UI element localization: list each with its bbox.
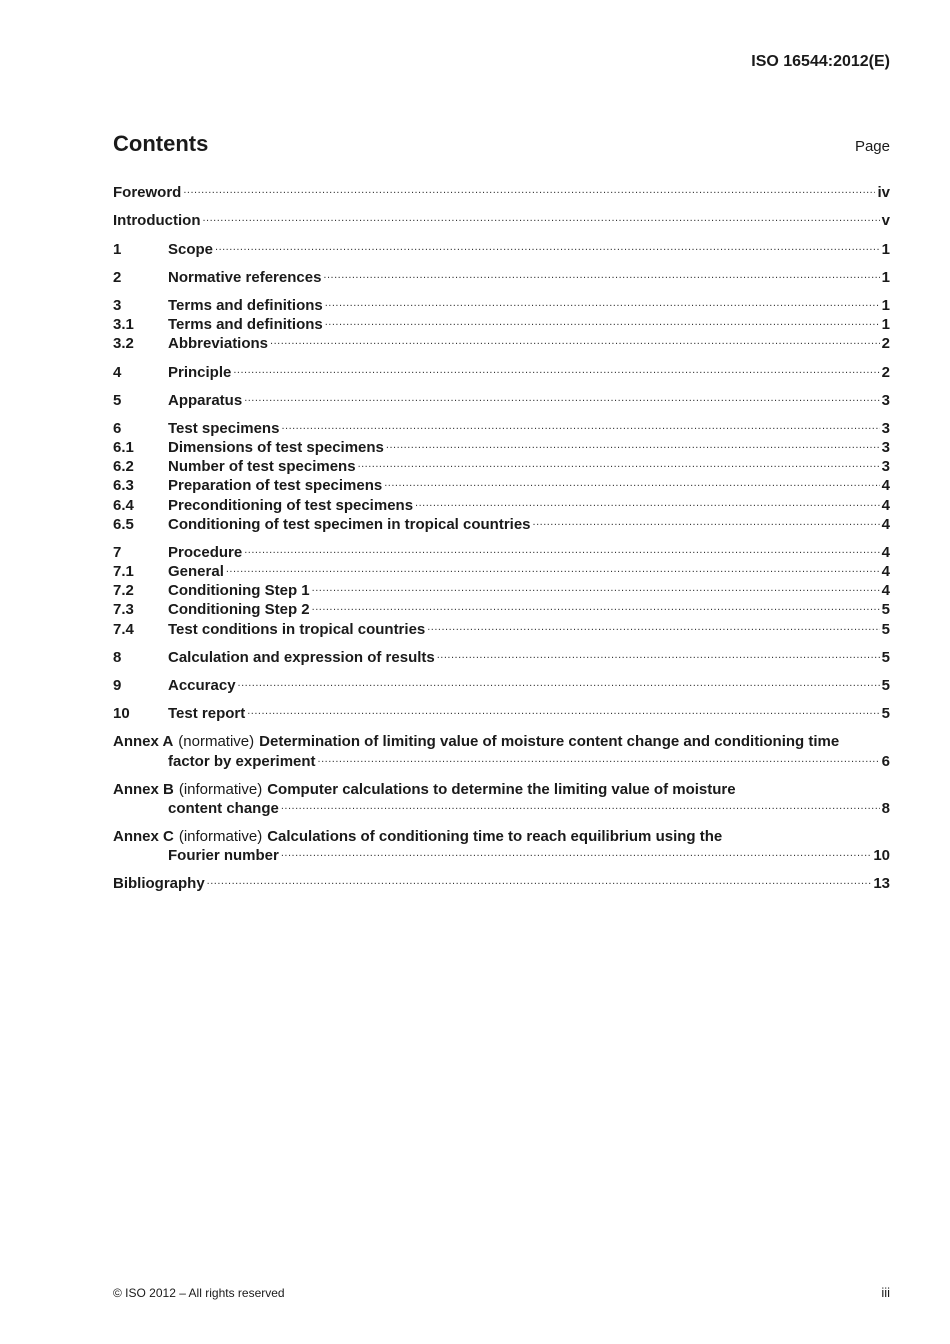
annex-type: (informative) bbox=[178, 828, 263, 845]
toc-entry-number: 6.5 bbox=[113, 516, 134, 533]
dot-leader bbox=[281, 417, 879, 435]
toc-entry-number: 1 bbox=[113, 241, 122, 258]
toc-entry-page: 10 bbox=[873, 847, 890, 864]
toc-entry[interactable] bbox=[113, 239, 890, 259]
toc-entry[interactable] bbox=[113, 647, 890, 667]
toc-entry-page: 3 bbox=[881, 392, 890, 409]
annex-type: (informative) bbox=[178, 781, 263, 798]
toc-entry[interactable] bbox=[113, 295, 890, 315]
dot-leader bbox=[415, 494, 880, 512]
annex-label: Annex A bbox=[113, 733, 174, 750]
toc-entry-page: 13 bbox=[873, 875, 890, 892]
toc-entry-number: 7.3 bbox=[113, 601, 134, 618]
toc-entry-title: Foreword bbox=[113, 184, 182, 201]
annex-c-heading[interactable] bbox=[113, 826, 890, 846]
toc-entry-number: 3.2 bbox=[113, 335, 134, 352]
toc-entry-page: 6 bbox=[881, 753, 890, 770]
annex-a-entry[interactable] bbox=[113, 751, 890, 771]
toc-entry-title: Preparation of test specimens bbox=[168, 477, 383, 494]
dot-leader bbox=[202, 209, 879, 227]
toc-entry-title: Dimensions of test specimens bbox=[168, 439, 384, 456]
dot-leader bbox=[226, 560, 880, 578]
toc-entry[interactable] bbox=[113, 362, 890, 382]
dot-leader bbox=[384, 474, 879, 492]
annex-label: Annex B bbox=[113, 781, 174, 798]
toc-entry[interactable] bbox=[113, 390, 890, 410]
toc-entry-page: v bbox=[881, 212, 890, 229]
toc-entry-page: 1 bbox=[881, 297, 890, 314]
toc-entry-number: 4 bbox=[113, 364, 122, 381]
toc-entry-page: 3 bbox=[881, 458, 890, 475]
toc-entry[interactable] bbox=[113, 314, 890, 334]
dot-leader bbox=[323, 266, 879, 284]
toc-entry-page: 8 bbox=[881, 800, 890, 817]
dot-leader bbox=[215, 238, 880, 256]
toc-entry-title: Bibliography bbox=[113, 875, 205, 892]
toc-entry-title: Procedure bbox=[168, 544, 243, 561]
copyright-notice: © ISO 2012 – All rights reserved bbox=[113, 1286, 285, 1300]
toc-entry-page: 1 bbox=[881, 269, 890, 286]
toc-entry-title: Conditioning Step 1 bbox=[168, 582, 310, 599]
toc-entry-number: 3 bbox=[113, 297, 122, 314]
dot-leader bbox=[325, 313, 880, 331]
dot-leader bbox=[281, 797, 880, 815]
toc-entry[interactable] bbox=[113, 514, 890, 534]
toc-entry-number: 7.1 bbox=[113, 563, 134, 580]
toc-entry-page: 2 bbox=[881, 335, 890, 352]
toc-entry-title: Principle bbox=[168, 364, 232, 381]
toc-entry[interactable] bbox=[113, 542, 890, 562]
toc-entry[interactable] bbox=[113, 580, 890, 600]
toc-entry-number: 6 bbox=[113, 420, 122, 437]
dot-leader bbox=[437, 646, 880, 664]
page-column-label: Page bbox=[854, 138, 890, 155]
toc-entry-number: 9 bbox=[113, 677, 122, 694]
toc-entry[interactable] bbox=[113, 456, 890, 476]
toc-entry[interactable] bbox=[113, 475, 890, 495]
toc-entry[interactable] bbox=[113, 333, 890, 353]
toc-entry-number: 6.3 bbox=[113, 477, 134, 494]
toc-entry-page: 5 bbox=[881, 705, 890, 722]
toc-entry[interactable] bbox=[113, 675, 890, 695]
toc-entry-bibliography[interactable] bbox=[113, 873, 890, 893]
toc-entry-number: 7.2 bbox=[113, 582, 134, 599]
toc-entry[interactable] bbox=[113, 495, 890, 515]
toc-entry-number: 7 bbox=[113, 544, 122, 561]
toc-entry-page: 3 bbox=[881, 420, 890, 437]
toc-entry-title: Calculation and expression of results bbox=[168, 649, 435, 666]
toc-entry-introduction[interactable] bbox=[113, 210, 890, 230]
toc-entry-number: 8 bbox=[113, 649, 122, 666]
toc-entry-title: Apparatus bbox=[168, 392, 243, 409]
dot-leader bbox=[270, 332, 880, 350]
toc-entry-number: 7.4 bbox=[113, 621, 134, 638]
toc-entry-page: 5 bbox=[881, 649, 890, 666]
annex-title-line1: Determination of limiting value of moisture content change and conditioning time bbox=[259, 733, 840, 750]
dot-leader bbox=[533, 513, 880, 531]
toc-entry-page: 4 bbox=[881, 477, 890, 494]
toc-entry[interactable] bbox=[113, 267, 890, 287]
toc-entry-number: 6.4 bbox=[113, 497, 134, 514]
annex-title-line2: factor by experiment bbox=[168, 753, 316, 770]
toc-entry-number: 2 bbox=[113, 269, 122, 286]
toc-entry-title: Normative references bbox=[168, 269, 322, 286]
annex-title-line2: Fourier number bbox=[168, 847, 279, 864]
annex-c-entry[interactable] bbox=[113, 845, 890, 865]
dot-leader bbox=[238, 674, 880, 692]
toc-entry-title: Abbreviations bbox=[168, 335, 269, 352]
toc-entry-title: Conditioning of test specimen in tropical countries bbox=[168, 516, 531, 533]
dot-leader bbox=[312, 579, 880, 597]
toc-entry-page: 3 bbox=[881, 439, 890, 456]
dot-leader bbox=[183, 181, 875, 199]
dot-leader bbox=[247, 702, 879, 720]
dot-leader bbox=[358, 455, 880, 473]
toc-entry-page: 4 bbox=[881, 497, 890, 514]
toc-entry-title: Preconditioning of test specimens bbox=[168, 497, 414, 514]
toc-entry-page: 4 bbox=[881, 582, 890, 599]
toc-entry-page: 5 bbox=[881, 621, 890, 638]
toc-entry-number: 3.1 bbox=[113, 316, 134, 333]
toc-entry-title: General bbox=[168, 563, 224, 580]
page-number: iii bbox=[881, 1285, 890, 1300]
toc-entry-page: 5 bbox=[881, 601, 890, 618]
toc-entry-number: 6.1 bbox=[113, 439, 134, 456]
toc-entry-title: Scope bbox=[168, 241, 214, 258]
toc-entry-page: iv bbox=[877, 184, 890, 201]
toc-entry-title: Terms and definitions bbox=[168, 316, 323, 333]
annex-b-heading[interactable] bbox=[113, 779, 890, 799]
annex-label: Annex C bbox=[113, 828, 174, 845]
dot-leader bbox=[386, 436, 880, 454]
toc-entry-foreword[interactable] bbox=[113, 182, 890, 202]
toc-entry[interactable] bbox=[113, 703, 890, 723]
toc-entry[interactable] bbox=[113, 599, 890, 619]
dot-leader bbox=[318, 750, 880, 768]
toc-entry-title: Conditioning Step 2 bbox=[168, 601, 310, 618]
toc-entry-page: 1 bbox=[881, 316, 890, 333]
toc-entry-title: Accuracy bbox=[168, 677, 236, 694]
annex-a-heading[interactable] bbox=[113, 731, 890, 751]
dot-leader bbox=[244, 389, 879, 407]
toc-entry-page: 4 bbox=[881, 544, 890, 561]
dot-leader bbox=[281, 844, 871, 862]
dot-leader bbox=[233, 361, 879, 379]
annex-b-entry[interactable] bbox=[113, 798, 890, 818]
contents-heading: Contents bbox=[113, 131, 209, 156]
dot-leader bbox=[312, 598, 880, 616]
toc-entry-page: 5 bbox=[881, 677, 890, 694]
annex-title-line1: Computer calculations to determine the limiting value of moisture bbox=[267, 781, 736, 798]
dot-leader bbox=[427, 618, 879, 636]
toc-entry-page: 4 bbox=[881, 516, 890, 533]
annex-type: (normative) bbox=[178, 733, 255, 750]
toc-entry-title: Number of test specimens bbox=[168, 458, 356, 475]
toc-entry[interactable] bbox=[113, 561, 890, 581]
toc-entry-page: 1 bbox=[881, 241, 890, 258]
toc-entry-number: 6.2 bbox=[113, 458, 134, 475]
dot-leader bbox=[244, 541, 879, 559]
toc-entry-title: Test specimens bbox=[168, 420, 280, 437]
document-id: ISO 16544:2012(E) bbox=[751, 53, 890, 70]
toc-entry-title: Terms and definitions bbox=[168, 297, 323, 314]
toc-entry[interactable] bbox=[113, 418, 890, 438]
toc-entry[interactable] bbox=[113, 437, 890, 457]
toc-entry-page: 2 bbox=[881, 364, 890, 381]
toc-entry-page: 4 bbox=[881, 563, 890, 580]
toc-entry-title: Introduction bbox=[113, 212, 201, 229]
dot-leader bbox=[325, 294, 880, 312]
toc-entry-title: Test report bbox=[168, 705, 246, 722]
toc-entry-number: 10 bbox=[113, 705, 130, 722]
dot-leader bbox=[207, 872, 872, 890]
toc-entry-number: 5 bbox=[113, 392, 122, 409]
toc-entry-title: Test conditions in tropical countries bbox=[168, 621, 426, 638]
annex-title-line2: content change bbox=[168, 800, 279, 817]
annex-title-line1: Calculations of conditioning time to reach equilibrium using the bbox=[267, 828, 723, 845]
toc-entry[interactable] bbox=[113, 619, 890, 639]
